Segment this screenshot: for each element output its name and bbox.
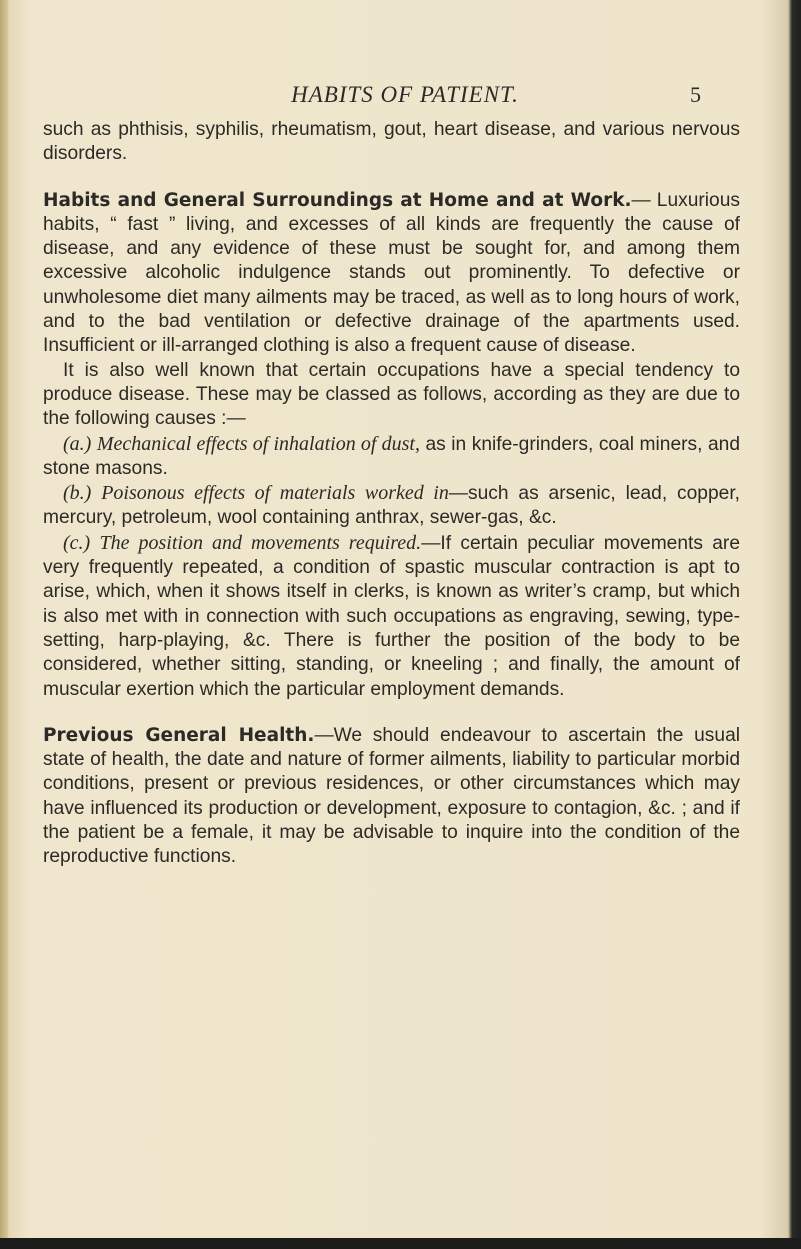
paragraph-habits xyxy=(43,189,740,359)
list-item-b xyxy=(43,481,740,531)
list-item-a xyxy=(43,432,740,482)
running-header xyxy=(40,82,740,118)
list-item-c xyxy=(43,531,740,702)
list-item-b-body: —such as arsenic, lead, copper, mercury, petroleum, wool containing anthrax, sewer-gas, &c. xyxy=(43,483,740,529)
paragraph-habits-body: — Luxurious habits, “ fast ” living, and excesses of all kinds are frequently the cause of disease, and any evidence of these must be sought for, and among them excessive alcoholic indulgence stands out prominently. To defective or unwholesome diet many ailments may be traced, as well as to long hours of work, and to the bad ventilation or defective drainage of the apartments used. Insufficient or ill-arranged clothing is also a frequent cause of disease. xyxy=(43,189,740,357)
running-title: HABITS OF PATIENT. xyxy=(291,82,519,107)
paragraph-previous-health xyxy=(43,724,740,870)
list-item-b-label: (b.) xyxy=(63,482,92,505)
list-item-c-label: (c.) xyxy=(63,531,91,554)
list-item-a-body: as in knife-grinders, coal miners, and stone masons. xyxy=(43,433,740,479)
list-item-a-title: Mechanical effects of inhalation of dust, xyxy=(96,432,420,455)
paragraph-occupations: It is also well known that certain occupations have a special tendency to produce disease. These may be classed as follows, according as they are due to the following causes :— xyxy=(43,359,740,430)
page-content xyxy=(40,82,740,870)
page-number: 5 xyxy=(690,82,702,107)
section-heading-previous-health: Previous General Health. xyxy=(43,724,315,746)
section-heading-habits: Habits and General Surroundings at Home and at Work. xyxy=(43,189,632,211)
list-item-b-title: Poisonous effects of materials worked in xyxy=(101,482,449,505)
paragraph-previous-health-body: —We should endeavour to ascertain the usual state of health, the date and nature of former ailments, liability to particular morbid conditions, present or previous residences, or other circumstances which may have influenced its production or development, exposure to contagion, &c. ; and if the patient be a female, it may be advisable to inquire into the condition of the reproductive functions. xyxy=(43,724,740,868)
list-item-c-title: The position and movements required. xyxy=(99,531,422,554)
list-item-c-body: —If certain peculiar movements are very frequently repeated, a condition of spastic muscular contraction is apt to arise, which, when it shows itself in clerks, is known as writer’s cramp, but which is also met with in connection with such occupations as engraving, sewing, type-setting, harp-playing, &c. There is further the position of the body to be considered, whether sitting, standing, or kneeling ; and finally, the amount of muscular exertion which the particular employment demands. xyxy=(43,532,740,700)
book-spine-shadow xyxy=(0,0,8,1249)
list-item-a-label: (a.) xyxy=(63,432,92,455)
body-text xyxy=(43,118,740,870)
paragraph-continuation: such as phthisis, syphilis, rheumatism, gout, heart disease, and various nervous disorders. xyxy=(43,119,740,165)
page-bottom-edge xyxy=(0,1238,801,1249)
